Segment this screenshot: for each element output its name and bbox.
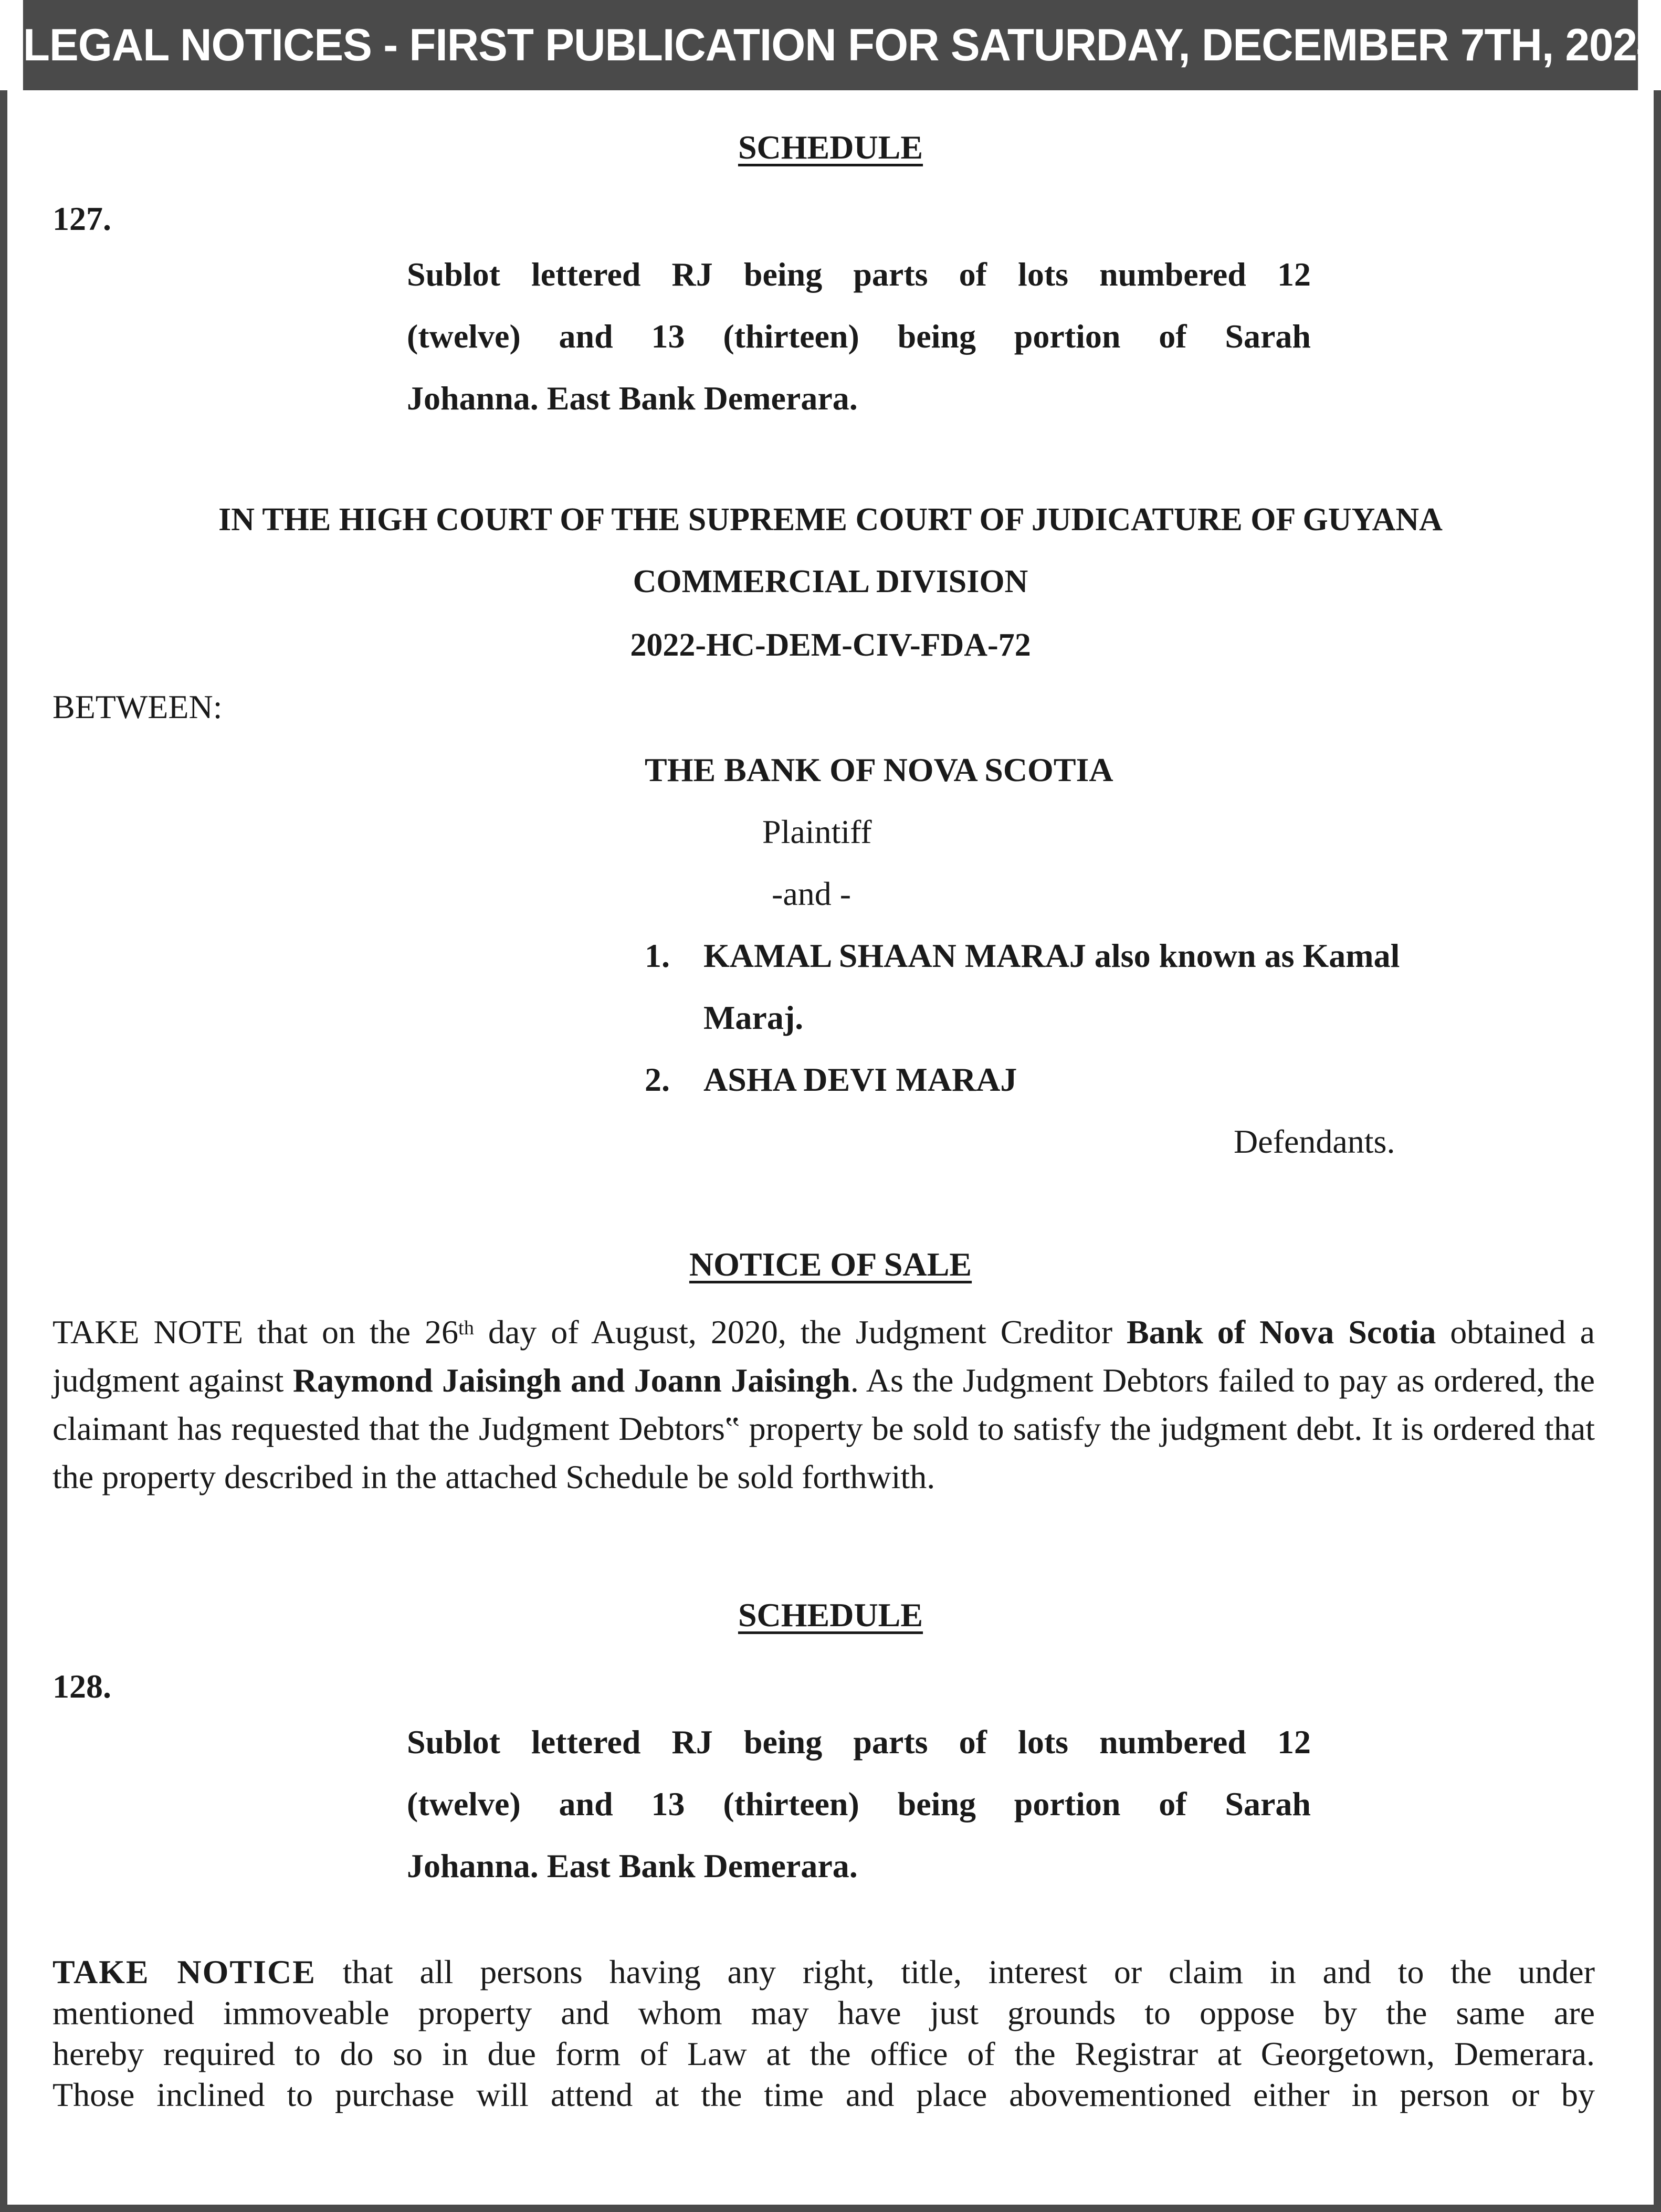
notice-paragraph: TAKE NOTE that on the 26th day of August, 2020, the Judgment Creditor Bank of Nova Scotia obtained a judgment against Raymond Jaisingh and Joann Jaisingh. As the Judgment Debtors failed to pay as ordered, the claimant has requested that the Judgment Debtors‟ property be sold to satisfy the judgment debt. It is ordered that the property described in the attached Schedule be sold forthwith. <box>52 1313 1595 1495</box>
defendants-label: Defendants. <box>1234 1123 1395 1160</box>
schedule-heading: SCHEDULE <box>738 129 923 166</box>
defendant-number: 1. <box>645 937 670 974</box>
schedule-number: 128. <box>52 1668 111 1705</box>
defendant-name: ASHA DEVI MARAJ <box>703 1061 1017 1098</box>
court-name: IN THE HIGH COURT OF THE SUPREME COURT OF JUDICATURE OF GUYANA <box>218 502 1443 538</box>
defendant-name: KAMAL SHAAN MARAJ also known as Kamal <box>703 937 1400 974</box>
schedule-heading: SCHEDULE <box>738 1596 923 1634</box>
schedule-line: Sublot lettered RJ being parts of lots numbered 12 <box>407 256 1311 293</box>
take-notice-line: Those inclined to purchase will attend at the time and place abovementioned either in person or by <box>52 2076 1595 2113</box>
take-notice-lead: TAKE NOTICE <box>52 1953 316 1990</box>
notice-heading: NOTICE OF SALE <box>689 1246 972 1283</box>
schedule-line: Johanna. East Bank Demerara. <box>407 380 858 417</box>
take-notice-line: mentioned immoveable property and whom may have just grounds to oppose by the same are <box>52 1994 1595 2031</box>
schedule-line: (twelve) and 13 (thirteen) being portion of Sarah <box>407 318 1311 355</box>
between-label: BETWEEN: <box>52 688 223 725</box>
page-header-banner: LEGAL NOTICES - FIRST PUBLICATION FOR SATURDAY, DECEMBER 7TH, 2024 <box>23 0 1638 90</box>
and-separator: -and - <box>772 875 851 912</box>
plaintiff-name: THE BANK OF NOVA SCOTIA <box>645 751 1113 788</box>
schedule-number: 127. <box>52 200 111 237</box>
take-notice-line: TAKE NOTICE that all persons having any right, title, interest or claim in and to the under <box>52 1953 1595 1990</box>
judgment-debtors: Raymond Jaisingh and Joann Jaisingh <box>292 1362 850 1399</box>
defendant-number: 2. <box>645 1061 670 1098</box>
schedule-line: Sublot lettered RJ being parts of lots numbered 12 <box>407 1723 1311 1761</box>
case-number: 2022-HC-DEM-CIV-FDA-72 <box>630 627 1031 663</box>
plaintiff-label: Plaintiff <box>762 813 872 850</box>
schedule-line: Johanna. East Bank Demerara. <box>407 1847 858 1884</box>
court-division: COMMERCIAL DIVISION <box>633 564 1028 599</box>
take-notice-line: hereby required to do so in due form of Law at the office of the Registrar at Georgetown, Demerara. <box>52 2035 1595 2072</box>
judgment-creditor: Bank of Nova Scotia <box>1126 1313 1436 1351</box>
schedule-line: (twelve) and 13 (thirteen) being portion of Sarah <box>407 1785 1311 1823</box>
defendant-name-continued: Maraj. <box>703 999 804 1036</box>
